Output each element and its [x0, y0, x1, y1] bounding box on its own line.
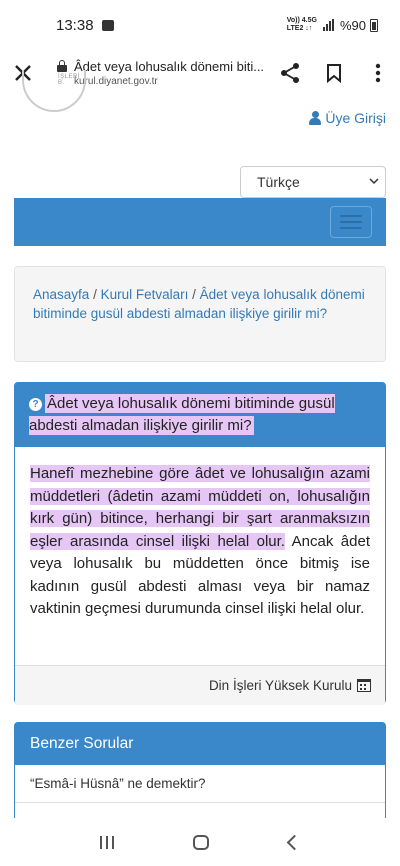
- user-login-link[interactable]: [309, 110, 386, 126]
- bookmark-button[interactable]: [312, 50, 356, 96]
- breadcrumb-home[interactable]: Anasayfa: [33, 287, 90, 302]
- page-title: Âdet veya lohusalık dönemi biti...: [74, 59, 265, 74]
- site-logo[interactable]: [22, 70, 86, 112]
- network-type-bottom: LTE2 ↓↑: [286, 25, 313, 32]
- breadcrumb-separator: /: [192, 287, 200, 302]
- system-navigation-bar: [0, 818, 400, 866]
- gallery-notification-icon: [102, 20, 114, 31]
- answer-text: [15, 447, 385, 665]
- battery-level: %90: [339, 17, 366, 33]
- share-button[interactable]: [268, 50, 312, 96]
- menu-toggle-button[interactable]: [330, 206, 372, 238]
- language-select[interactable]: [240, 166, 386, 198]
- back-button[interactable]: [287, 834, 303, 850]
- answer-highlighted: Hanefî mezhebine göre âdet ve lohusalığın azami müddetleri (âdetin azami müddeti on, lohusalığın kırk gün) bitince, herhangi bir şart aranmaksızın eşler arasında cinsel ilişki helal olur.: [30, 465, 370, 550]
- similar-question-item[interactable]: “Esmâ-i Hüsnâ” ne demektir?: [15, 765, 385, 803]
- status-bar: [0, 0, 400, 50]
- question-panel: [14, 382, 386, 704]
- logo-text: İŞLERİ B.: [58, 74, 81, 86]
- battery-icon: [370, 19, 378, 32]
- breadcrumb-separator: /: [93, 287, 101, 302]
- hamburger-line: [340, 215, 362, 217]
- user-login-label: Üye Girişi: [325, 110, 386, 126]
- source-label: Din İşleri Yüksek Kurulu: [208, 678, 352, 693]
- network-indicator: [287, 17, 317, 33]
- breadcrumb-section[interactable]: Kurul Fetvaları: [100, 287, 189, 302]
- recent-apps-button[interactable]: [100, 836, 114, 849]
- main-navbar: [14, 198, 386, 246]
- chevron-down-icon: [369, 176, 379, 186]
- hamburger-line: [340, 221, 362, 223]
- page-domain: kurul.diyanet.gov.tr: [74, 76, 158, 87]
- more-vert-icon: [375, 63, 381, 83]
- similar-questions-heading: Benzer Sorular: [15, 723, 385, 765]
- hamburger-line: [340, 227, 362, 229]
- similar-questions-panel: [14, 722, 386, 832]
- question-circle-icon: ?: [29, 398, 42, 411]
- signal-icon: [323, 19, 334, 31]
- user-icon: [309, 111, 321, 125]
- more-options-button[interactable]: [356, 50, 400, 96]
- answer-source: [15, 665, 385, 705]
- question-heading: [15, 383, 385, 447]
- status-time: 13:38: [56, 16, 94, 34]
- question-title: Âdet veya lohusalık dönemi bitiminde gusül abdesti almadan ilişkiye girilir mi?: [29, 395, 335, 434]
- url-bar[interactable]: [74, 59, 268, 87]
- network-type-top: Vo)) 4.5G: [286, 17, 317, 24]
- answer-rest: Ancak âdet veya lohusalık bu müddetten önce bitmiş ise kadının gusül abdesti alması veya bir namaz vaktinin geçmesi durumunda cinsel ilişki helal olur.: [30, 532, 370, 617]
- language-selected: Türkçe: [257, 174, 300, 190]
- bookmark-icon: [326, 63, 342, 83]
- share-icon: [279, 62, 301, 84]
- calendar-icon: [357, 679, 371, 692]
- breadcrumb-current[interactable]: Âdet veya lohusalık dönemi bitiminde gusül abdesti almadan ilişkiye girilir mi?: [33, 287, 365, 321]
- breadcrumb: [14, 266, 386, 362]
- home-button[interactable]: [193, 835, 209, 850]
- status-indicators: [287, 17, 378, 33]
